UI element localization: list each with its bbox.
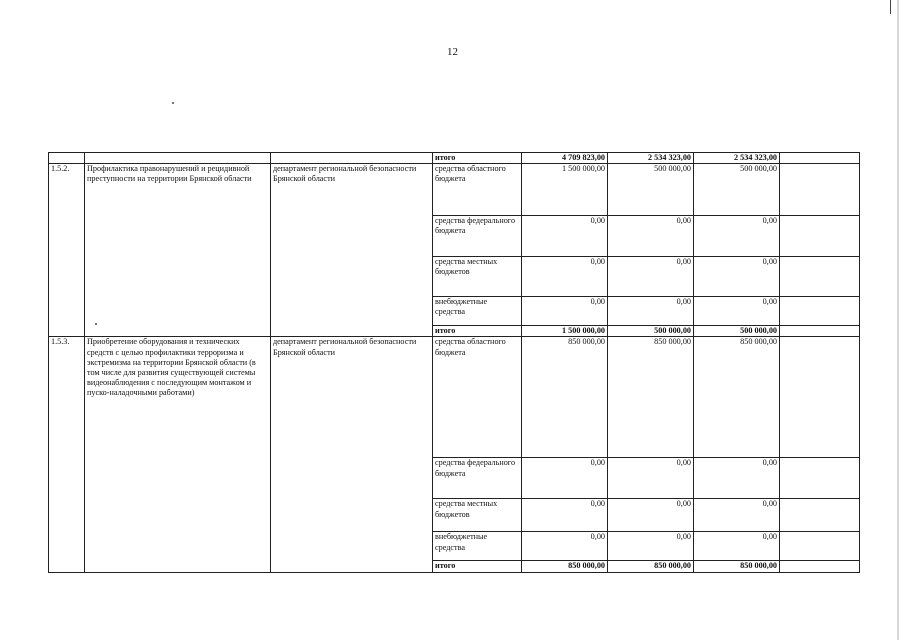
note-cell [780, 561, 860, 572]
scan-speck [172, 102, 174, 104]
source-label: средства федерального бюджета [433, 458, 522, 499]
item-name: Профилактика правонарушений и рецидивной преступности на территории Брянской области [85, 164, 271, 337]
amount-cell: 500 000,00 [608, 164, 694, 216]
amount-cell: 1 500 000,00 [522, 164, 608, 216]
note-cell [780, 326, 860, 337]
source-label: итого [433, 561, 522, 572]
note-cell [780, 337, 860, 458]
amount-cell: 0,00 [608, 297, 694, 326]
source-label: средства федерального бюджета [433, 216, 522, 257]
source-label: средства местных бюджетов [433, 499, 522, 532]
source-label: средства областного бюджета [433, 337, 522, 458]
amount-cell: 0,00 [608, 499, 694, 532]
source-label: итого [433, 153, 522, 164]
source-label: средства местных бюджетов [433, 257, 522, 297]
amount-cell: 0,00 [694, 257, 780, 297]
amount-cell: 0,00 [608, 257, 694, 297]
source-label: итого [433, 326, 522, 337]
name-cell [85, 153, 271, 164]
amount-cell: 850 000,00 [694, 561, 780, 572]
amount-cell: 0,00 [694, 458, 780, 499]
amount-cell: 0,00 [522, 297, 608, 326]
executor-cell [271, 153, 433, 164]
note-cell [780, 499, 860, 532]
item-executor: департамент региональной безопасности Брянской области [271, 337, 433, 572]
amount-cell: 0,00 [522, 499, 608, 532]
item-code: 1.5.2. [49, 164, 85, 337]
amount-cell: 0,00 [694, 297, 780, 326]
note-cell [780, 297, 860, 326]
amount-cell: 500 000,00 [608, 326, 694, 337]
amount-cell: 0,00 [608, 216, 694, 257]
amount-cell: 0,00 [694, 216, 780, 257]
page-number: 12 [447, 46, 458, 58]
amount-cell: 0,00 [522, 532, 608, 561]
amount-cell: 0,00 [694, 532, 780, 561]
note-cell [780, 153, 860, 164]
table-row-carried-total [49, 153, 860, 164]
amount-cell: 0,00 [522, 216, 608, 257]
amount-cell: 850 000,00 [608, 561, 694, 572]
amount-cell: 4 709 823,00 [522, 153, 608, 164]
amount-cell: 850 000,00 [522, 561, 608, 572]
note-cell [780, 216, 860, 257]
note-cell [780, 164, 860, 216]
amount-cell: 0,00 [608, 458, 694, 499]
source-label: внебюджетные средства [433, 297, 522, 326]
amount-cell: 2 534 323,00 [694, 153, 780, 164]
note-cell [780, 458, 860, 499]
amount-cell: 0,00 [694, 499, 780, 532]
amount-cell: 0,00 [608, 532, 694, 561]
amount-cell: 2 534 323,00 [608, 153, 694, 164]
budget-table [48, 152, 860, 573]
code-cell [49, 153, 85, 164]
item-code: 1.5.3. [49, 337, 85, 572]
amount-cell: 850 000,00 [522, 337, 608, 458]
scan-edge-shadow [897, 0, 899, 640]
item-executor: департамент региональной безопасности Брянской области [271, 164, 433, 337]
amount-cell: 500 000,00 [694, 164, 780, 216]
table-row [49, 337, 860, 458]
note-cell [780, 532, 860, 561]
amount-cell: 0,00 [522, 458, 608, 499]
amount-cell: 0,00 [522, 257, 608, 297]
source-label: внебюджетные средства [433, 532, 522, 561]
amount-cell: 850 000,00 [608, 337, 694, 458]
source-label: средства областного бюджета [433, 164, 522, 216]
amount-cell: 1 500 000,00 [522, 326, 608, 337]
item-name: Приобретение оборудования и технических средств с целью профилактики терроризма и экстремизма на территории Брянской области (в том числе для развития существующей системы видеонаблюдения с последующим монтажом и пуско-наладочными работами) [85, 337, 271, 572]
amount-cell: 850 000,00 [694, 337, 780, 458]
amount-cell: 500 000,00 [694, 326, 780, 337]
note-cell [780, 257, 860, 297]
scan-edge-mark [890, 0, 891, 14]
table-row [49, 164, 860, 216]
